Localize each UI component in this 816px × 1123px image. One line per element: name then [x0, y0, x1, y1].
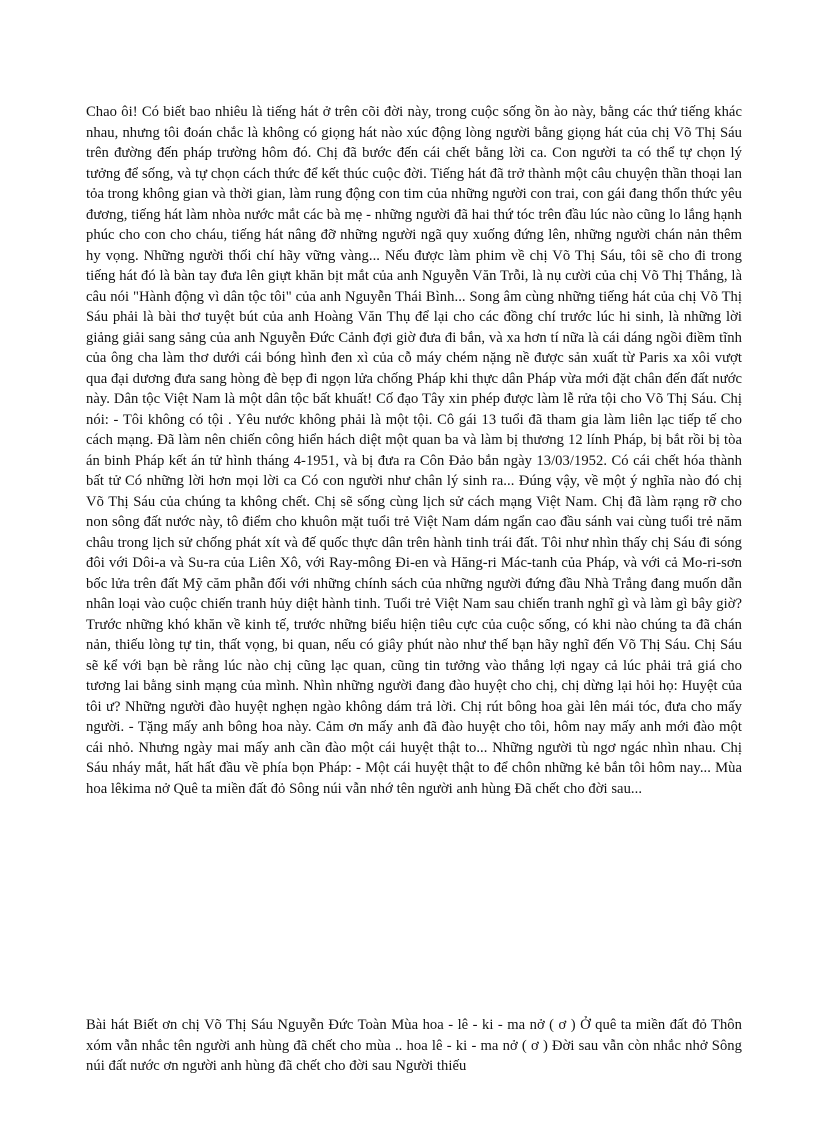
body-paragraph-essay: Chao ôi! Có biết bao nhiêu là tiếng hát ở trên cõi đời này, trong cuộc sống ồn ào này, bằng các thứ tiếng khác nhau, nhưng tôi đoán chắc là không có giọng hát nào xúc động lòng người bằng giọng hát của chị Võ Thị Sáu trên đường đến pháp trường hôm đó. Chị đã bước đến cái chết bằng lời ca. Con người ta có thể tự chọn lý tưởng để sống, và tự chọn cách thức để kết thúc cuộc đời. Tiếng hát đã trở thành một câu chuyện thần thoại lan tỏa trong không gian và thời gian, làm rung động con tim của những người con trai, con gái đang thổn thức yêu đương, tiếng hát làm nhòa nước mắt các bà mẹ - những người đã hai thứ tóc trên đầu lúc nào cũng lo lắng hạnh phúc cho con cho cháu, tiếng hát nâng đỡ những người ngã quy xuống đứng lên, những người chán nản thêm hy vọng. Những người thối chí hãy vững vàng... Nếu được làm phim về chị Võ Thị Sáu, tôi sẽ cho đi trong tiếng hát đó là bàn tay đưa lên giựt khăn bịt mắt của anh Nguyễn Văn Trỗi, là nụ cười của chị Võ Thị Thắng, là câu nói "Hành động vì dân tộc tôi" của anh Nguyễn Thái Bình... Song âm cùng những tiếng hát của chị Võ Thị Sáu phải là bài thơ tuyệt bút của anh Hoàng Văn Thụ để lại cho các đồng chí trước lúc hi sinh, là những lời giảng giải sang sảng của anh Nguyễn Đức Cảnh đợi giờ đưa đi bắn, và xa hơn tí nữa là cái dáng ngồi điềm tĩnh của ông cha làm thơ dưới cái bóng hình đen xì của cỗ máy chém nặng nề được sản xuất từ Paris xa xôi vượt qua đại dương đưa sang hòng đè bẹp đi ngọn lửa chống Pháp khi thực dân Pháp vừa mới đặt chân đến đất nước này. Dân tộc Việt Nam là một dân tộc bất khuất! Cố đạo Tây xin phép được làm lễ rửa tội cho Võ Thị Sáu. Chị nói: - Tôi không có tội . Yêu nước không phải là một tội. Cô gái 13 tuổi đã tham gia làm liên lạc tiếp tế cho cách mạng. Đã làm nên chiến công hiển hách diệt một quan ba và làm bị thương 12 lính Pháp, bị bắt rồi bị tòa án binh Pháp kết án tử hình tháng 4-1951, và bị đưa ra Côn Đảo bắn ngày 13/03/1952. Có cái chết hóa thành bất tử Có những lời hơn mọi lời ca Có con người như chân lý sinh ra... Đúng vậy, về một ý nghĩa nào đó chị Võ Thị Sáu của chúng ta không chết. Chị sẽ sống cùng lịch sử cách mạng Việt Nam. Chị đã làm rạng rỡ cho non sông đất nước này, tô điểm cho khuôn mặt tuổi trẻ Việt Nam dám ngẩn cao đầu sánh vai cùng tuổi trẻ năm châu trong lịch sử chống phát xít và đế quốc thực dân trên hành tinh trái đất. Tôi như nhìn thấy chị Sáu đi sóng đôi với Dôi-a và Su-ra của Liên Xô, với Ray-mông Đi-en và Hăng-ri Mác-tanh của Pháp, và với cả Mo-ri-sơn bốc lửa trên đất Mỹ căm phẫn đối với những chính sách của những người đứng đầu Nhà Trắng đang muốn dẫn nhân loại vào cuộc chiến tranh hủy diệt hành tinh. Tuổi trẻ Việt Nam sau chiến tranh nghĩ gì và làm gì bây giờ? Trước những khó khăn về kinh tế, trước những biểu hiện tiêu cực của cuộc sống, có khi nào chúng ta đã chán nản, thiếu lòng tự tin, thất vọng, bi quan, nếu có giây phút nào như thế bạn hãy nghĩ đến Võ Thị Sáu. Chị Sáu sẽ kể với bạn bè rằng lúc nào chị cũng lạc quan, cũng tin tưởng vào thắng lợi ngay cả lúc phải trả giá cho tương lai bằng sinh mạng của mình. Nhìn những người đang đào huyệt cho chị, chị dừng lại hỏi họ: Huyệt của tôi ư? Những người đào huyệt nghẹn ngào không dám trả lời. Chị rút bông hoa gài lên mái tóc, đưa cho mấy người. - Tặng mấy anh bông hoa này. Cảm ơn mấy anh đã đào huyệt cho tôi, hôm nay mấy anh mới đào một cái nhỏ. Nhưng ngày mai mấy anh cần đào một cái huyệt thật to... Những người tù ngơ ngác nhìn nhau. Chị Sáu nháy mắt, hất hất đầu về phía bọn Pháp: - Một cái huyệt thật to để chôn những kẻ bắn tôi hôm nay... Mùa hoa lêkima nở Quê ta miền đất đỏ Sông núi vẫn nhớ tên người anh hùng Đã chết cho đời sau...	[86, 104, 742, 797]
body-paragraph-song-lyrics: Bài hát Biết ơn chị Võ Thị Sáu Nguyễn Đức Toàn Mùa hoa - lê - ki - ma nở ( ơ ) Ở quê ta miền đất đỏ Thôn xóm vẫn nhắc tên người anh hùng đã chết cho mùa .. hoa lê - ki - ma nở ( ơ ) Đời sau vẫn còn nhắc nhở Sông núi đất nước ơn người anh hùng đã chết cho đời sau Người thiếu	[86, 1017, 742, 1074]
